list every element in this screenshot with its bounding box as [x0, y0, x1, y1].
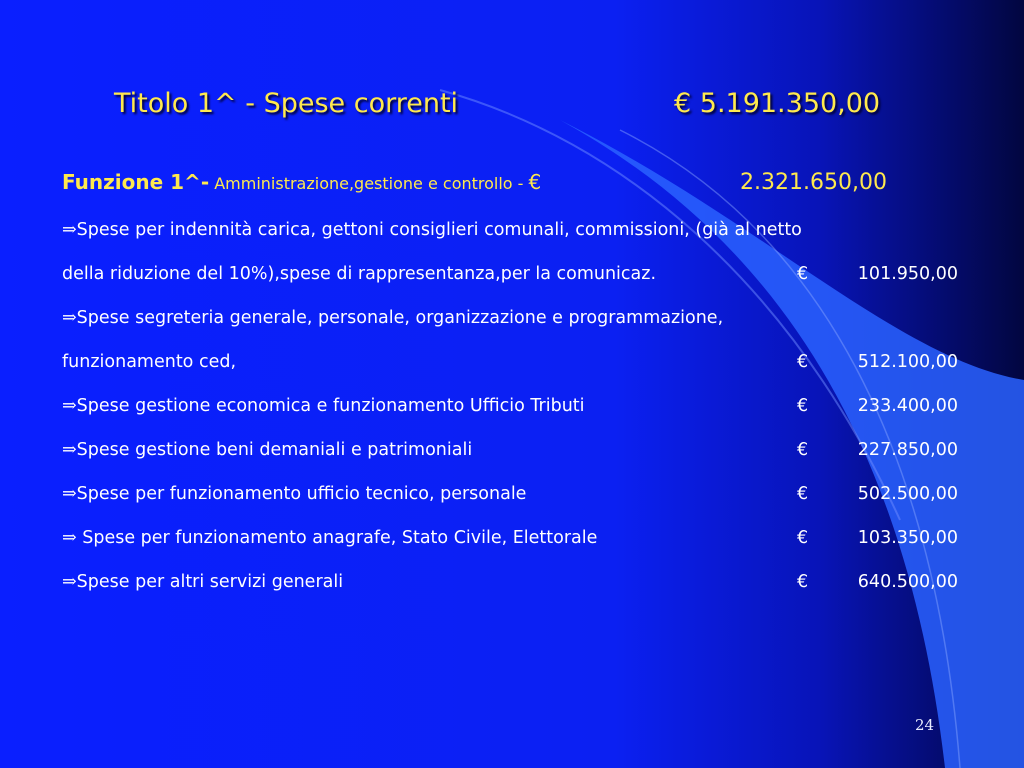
funzione-label: Funzione 1^- [62, 170, 210, 194]
item-text: Spese per altri servizi generali [76, 572, 344, 592]
item-currency: € [797, 264, 809, 284]
list-item [62, 434, 962, 478]
slide-title [114, 88, 944, 119]
item-amount: 502.500,00 [857, 484, 958, 504]
arrow-icon: ⇒ [62, 220, 77, 240]
list-item [62, 566, 962, 610]
list-item [62, 302, 962, 390]
item-amount: 233.400,00 [857, 396, 958, 416]
item-amount: 101.950,00 [857, 264, 958, 284]
arrow-icon: ⇒ [62, 440, 77, 460]
funzione-description: Amministrazione,gestione e controllo - [209, 174, 529, 193]
item-text: funzionamento ced, [62, 352, 237, 372]
list-item [62, 390, 962, 434]
arrow-icon: ⇒ [62, 484, 77, 504]
item-text: Spese per funzionamento anagrafe, Stato Civile, Elettorale [76, 528, 598, 548]
page-number: 24 [915, 716, 935, 734]
list-item [62, 478, 962, 522]
funzione-currency: € [528, 170, 542, 194]
funzione-heading [62, 170, 962, 194]
item-currency: € [797, 440, 809, 460]
expense-list [62, 214, 962, 610]
arrow-icon: ⇒ [62, 528, 77, 548]
item-amount: 512.100,00 [857, 352, 958, 372]
item-text: Spese per funzionamento ufficio tecnico, personale [76, 484, 527, 504]
item-amount: 103.350,00 [857, 528, 958, 548]
item-text: Spese per indennità carica, gettoni consiglieri comunali, commissioni, (già al netto [76, 220, 802, 240]
item-currency: € [797, 396, 809, 416]
arrow-icon: ⇒ [62, 396, 77, 416]
arrow-icon: ⇒ [62, 572, 77, 592]
item-text: della riduzione del 10%),spese di rappresentanza,per la comunicaz. [62, 264, 657, 284]
item-currency: € [797, 528, 809, 548]
item-text: Spese gestione economica e funzionamento Ufficio Tributi [76, 396, 585, 416]
list-item [62, 522, 962, 566]
item-text: Spese segreteria generale, personale, organizzazione e programmazione, [76, 308, 724, 328]
title-amount: € 5.191.350,00 [674, 88, 881, 119]
item-currency: € [797, 484, 809, 504]
item-amount: 227.850,00 [857, 440, 958, 460]
item-currency: € [797, 572, 809, 592]
item-text: Spese gestione beni demaniali e patrimoniali [76, 440, 473, 460]
arrow-icon: ⇒ [62, 308, 77, 328]
item-currency: € [797, 352, 809, 372]
title-text: Titolo 1^ - Spese correnti [114, 88, 459, 119]
funzione-amount: 2.321.650,00 [740, 170, 887, 195]
item-amount: 640.500,00 [857, 572, 958, 592]
list-item [62, 214, 962, 302]
